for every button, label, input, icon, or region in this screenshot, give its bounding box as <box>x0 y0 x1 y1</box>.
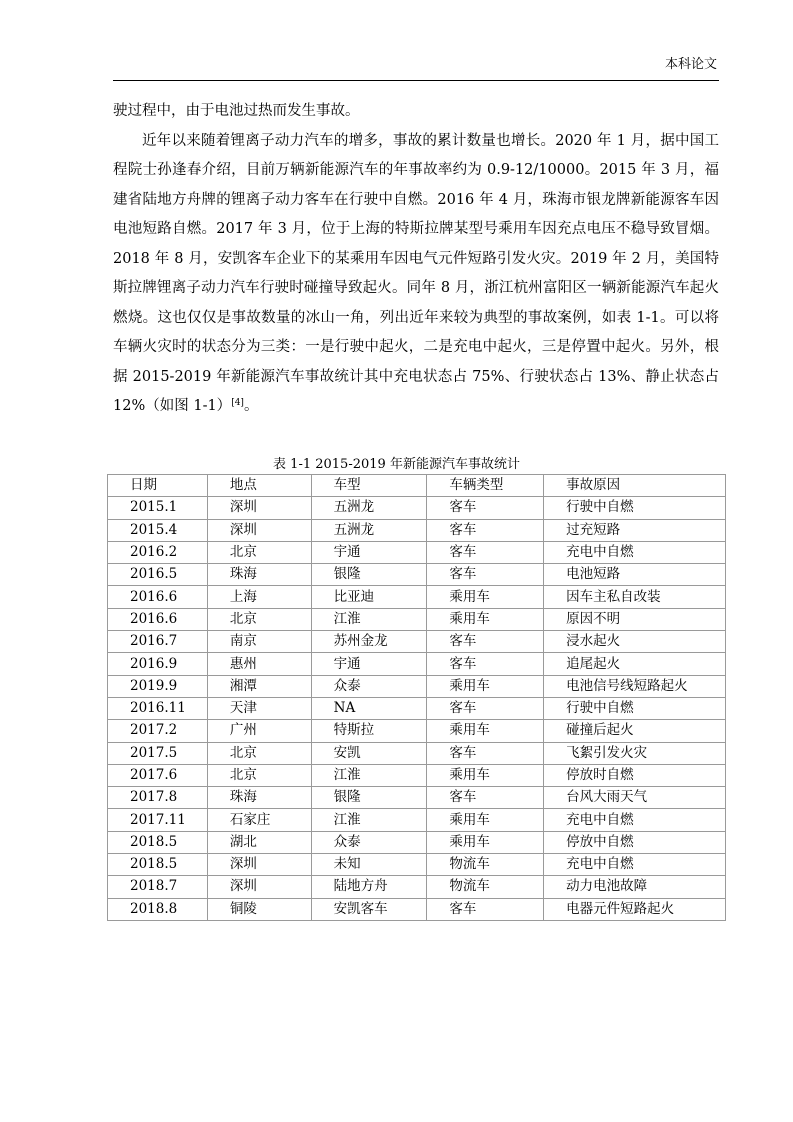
cell-location: 北京 <box>207 764 311 786</box>
cell-model: NA <box>311 697 427 719</box>
header-date: 日期 <box>108 475 208 497</box>
cell-date: 2017.8 <box>108 787 208 809</box>
cell-model: 众泰 <box>311 831 427 853</box>
cell-vehicle-type: 乘用车 <box>427 586 544 608</box>
cell-vehicle-type: 客车 <box>427 497 544 519</box>
cell-vehicle-type: 乘用车 <box>427 831 544 853</box>
cell-location: 深圳 <box>207 854 311 876</box>
cell-model: 银隆 <box>311 564 427 586</box>
cell-date: 2017.11 <box>108 809 208 831</box>
table-row <box>108 854 726 876</box>
cell-location: 珠海 <box>207 564 311 586</box>
cell-date: 2016.5 <box>108 564 208 586</box>
cell-vehicle-type: 客车 <box>427 697 544 719</box>
cell-date: 2018.5 <box>108 854 208 876</box>
table-row <box>108 697 726 719</box>
table-caption: 表 1-1 2015-2019 年新能源汽车事故统计 <box>273 457 520 472</box>
table-row <box>108 653 726 675</box>
cell-cause: 电池短路 <box>544 564 726 586</box>
cell-date: 2016.6 <box>108 608 208 630</box>
cell-cause: 电池信号线短路起火 <box>544 675 726 697</box>
cell-cause: 过充短路 <box>544 519 726 541</box>
cell-vehicle-type: 客车 <box>427 653 544 675</box>
cell-vehicle-type: 乘用车 <box>427 809 544 831</box>
cell-cause: 因车主私自改装 <box>544 586 726 608</box>
cell-date: 2019.9 <box>108 675 208 697</box>
cell-vehicle-type: 物流车 <box>427 854 544 876</box>
header-cause: 事故原因 <box>544 475 726 497</box>
cell-location: 北京 <box>207 541 311 563</box>
cell-vehicle-type: 客车 <box>427 541 544 563</box>
cell-location: 深圳 <box>207 876 311 898</box>
cell-cause: 停放中自燃 <box>544 831 726 853</box>
paragraph-text: 近年以来随着锂离子动力汽车的增多，事故的累计数量也增长。2020 年 1 月，据中国工程院士孙逢春介绍，目前万辆新能源汽车的年事故率约为 0.9-12/10000。2015 年 3 月，福建省陆地方舟牌的锂离子动力客车在行驶中自燃。2016 年 4 月，珠海市银龙牌新能源客车因电池短路自燃。2017 年 3 月，位于上海的特斯拉牌某型号乘用车因充点电压不稳导致冒烟。2018 年 8 月，安凯客车企业下的某乘用车因电气元件短路引发火灾。2019 年 2 月，美国特斯拉牌锂离子动力汽车行驶时碰撞导致起火。同年 8 月，浙江杭州富阳区一辆新能源汽车起火燃烧。这也仅仅是事故数量的冰山一角，列出近年来较为典型的事故案例，如表 1-1。可以将车辆火灾时的状态分为三类：一是行驶中起火，二是充电中起火，三是停置中起火。另外，根据 2015-2019 年新能源汽车事故统计其中充电状态占 75%、行驶状态占 13%、静止状态占 12%（如图 1-1） <box>113 132 719 414</box>
cell-location: 北京 <box>207 742 311 764</box>
header-location: 地点 <box>207 475 311 497</box>
paragraph-accident-history <box>113 127 719 422</box>
cell-model: 比亚迪 <box>311 586 427 608</box>
cell-location: 深圳 <box>207 519 311 541</box>
cell-location: 湖北 <box>207 831 311 853</box>
cell-model: 特斯拉 <box>311 720 427 742</box>
table-row <box>108 764 726 786</box>
cell-date: 2018.5 <box>108 831 208 853</box>
cell-date: 2018.7 <box>108 876 208 898</box>
cell-cause: 充电中自燃 <box>544 854 726 876</box>
cell-cause: 碰撞后起火 <box>544 720 726 742</box>
cell-location: 南京 <box>207 631 311 653</box>
cell-date: 2017.6 <box>108 764 208 786</box>
cell-cause: 浸水起火 <box>544 631 726 653</box>
cell-model: 苏州金龙 <box>311 631 427 653</box>
cell-vehicle-type: 物流车 <box>427 876 544 898</box>
header-model: 车型 <box>311 475 427 497</box>
cell-vehicle-type: 乘用车 <box>427 720 544 742</box>
cell-location: 上海 <box>207 586 311 608</box>
cell-model: 宇通 <box>311 653 427 675</box>
table-row <box>108 809 726 831</box>
cell-cause: 充电中自燃 <box>544 809 726 831</box>
header-vehicle-type: 车辆类型 <box>427 475 544 497</box>
cell-date: 2017.2 <box>108 720 208 742</box>
body-text <box>113 97 719 422</box>
table-row <box>108 898 726 920</box>
table-row <box>108 876 726 898</box>
cell-location: 珠海 <box>207 787 311 809</box>
accident-table <box>107 474 726 921</box>
cell-cause: 充电中自燃 <box>544 541 726 563</box>
cell-location: 北京 <box>207 608 311 630</box>
cell-date: 2016.9 <box>108 653 208 675</box>
table-row <box>108 631 726 653</box>
running-header: 本科论文 <box>664 57 717 72</box>
cell-vehicle-type: 客车 <box>427 519 544 541</box>
table-row <box>108 519 726 541</box>
cell-date: 2015.4 <box>108 519 208 541</box>
cell-cause: 原因不明 <box>544 608 726 630</box>
cell-location: 湘潭 <box>207 675 311 697</box>
cell-cause: 飞絮引发火灾 <box>544 742 726 764</box>
cell-vehicle-type: 客车 <box>427 564 544 586</box>
header-rule <box>113 80 719 81</box>
cell-model: 宇通 <box>311 541 427 563</box>
cell-date: 2016.6 <box>108 586 208 608</box>
table-row <box>108 675 726 697</box>
cell-model: 五洲龙 <box>311 497 427 519</box>
table-row <box>108 720 726 742</box>
cell-model: 江淮 <box>311 809 427 831</box>
cell-model: 安凯客车 <box>311 898 427 920</box>
cell-date: 2016.11 <box>108 697 208 719</box>
cell-location: 惠州 <box>207 653 311 675</box>
cell-model: 江淮 <box>311 608 427 630</box>
cell-cause: 追尾起火 <box>544 653 726 675</box>
cell-vehicle-type: 客车 <box>427 631 544 653</box>
table-row <box>108 541 726 563</box>
cell-model: 江淮 <box>311 764 427 786</box>
cell-vehicle-type: 客车 <box>427 787 544 809</box>
cell-date: 2016.7 <box>108 631 208 653</box>
cell-model: 安凯 <box>311 742 427 764</box>
cell-model: 众泰 <box>311 675 427 697</box>
cell-model: 未知 <box>311 854 427 876</box>
cell-date: 2017.5 <box>108 742 208 764</box>
cell-location: 深圳 <box>207 497 311 519</box>
cell-vehicle-type: 乘用车 <box>427 675 544 697</box>
cell-date: 2016.2 <box>108 541 208 563</box>
cell-vehicle-type: 乘用车 <box>427 764 544 786</box>
cell-cause: 电器元件短路起火 <box>544 898 726 920</box>
cell-model: 银隆 <box>311 787 427 809</box>
table-row <box>108 497 726 519</box>
cell-model: 五洲龙 <box>311 519 427 541</box>
cell-location: 石家庄 <box>207 809 311 831</box>
cell-location: 天津 <box>207 697 311 719</box>
citation-ref: [4] <box>231 398 244 408</box>
table-row <box>108 586 726 608</box>
cell-location: 铜陵 <box>207 898 311 920</box>
table-row <box>108 787 726 809</box>
cell-cause: 停放时自燃 <box>544 764 726 786</box>
cell-vehicle-type: 乘用车 <box>427 608 544 630</box>
cell-cause: 行驶中自燃 <box>544 497 726 519</box>
table-header-row <box>108 475 726 497</box>
paragraph-end: 。 <box>243 398 259 414</box>
cell-date: 2018.8 <box>108 898 208 920</box>
cell-model: 陆地方舟 <box>311 876 427 898</box>
table-row <box>108 742 726 764</box>
cell-location: 广州 <box>207 720 311 742</box>
table-row <box>108 564 726 586</box>
table-row <box>108 608 726 630</box>
paragraph-continuation: 驶过程中，由于电池过热而发生事故。 <box>113 103 360 119</box>
table-body <box>108 475 726 921</box>
cell-date: 2015.1 <box>108 497 208 519</box>
cell-cause: 台风大雨天气 <box>544 787 726 809</box>
cell-cause: 行驶中自燃 <box>544 697 726 719</box>
cell-vehicle-type: 客车 <box>427 898 544 920</box>
cell-vehicle-type: 客车 <box>427 742 544 764</box>
cell-cause: 动力电池故障 <box>544 876 726 898</box>
table-row <box>108 831 726 853</box>
